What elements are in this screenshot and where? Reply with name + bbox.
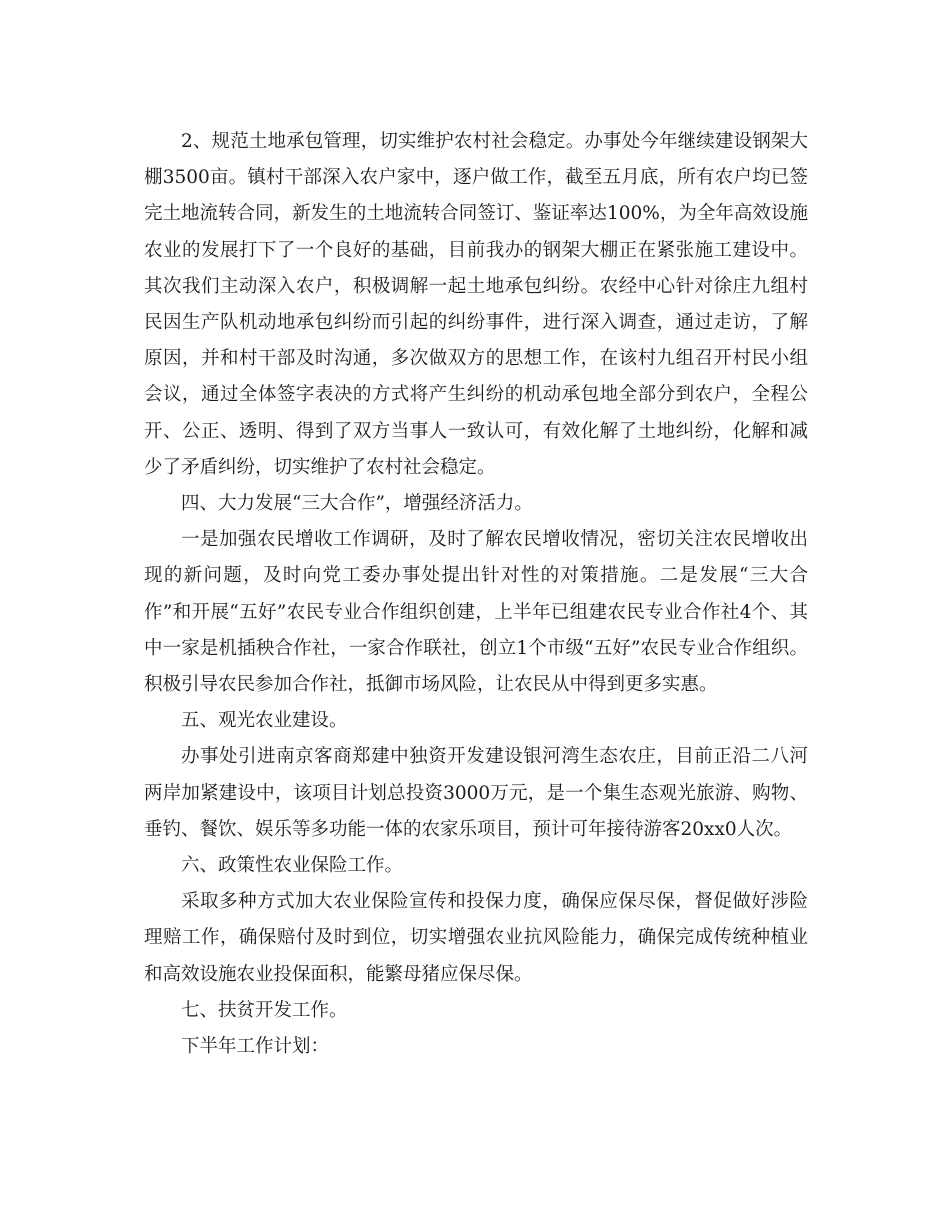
heading-agricultural-insurance: 六、政策性农业保险工作。 — [181, 855, 404, 877]
paragraph-land-contract: 2、规范土地承包管理，切实维护农村社会稳定。办事处今年继续建设钢架大棚3500亩。镇村干部深入农户家中，逐户做工作，截至五月底，所有农户均已签完土地流转合同，新发生的土地流转合同签订、鉴证率达100%，为全年高效设施农业的发展打下了一个良好的基础，目前我办的钢架大棚正在紧张施工建设中。其次我们主动深入农户，积极调解一起土地承包纠纷。农经中心针对徐庄九组村民因生产队机动地承包纠纷而引起的纠纷事件，进行深入调查，通过走访，了解原因，并和村干部及时沟通，多次做双方的思想工作，在该村九组召开村民小组会议，通过全体签字表决的方式将产生纠纷的机动承包地全部分到农户，全程公开、公正、透明、得到了双方当事人一致认可，有效化解了土地纠纷，化解和减少了矛盾纠纷，切实维护了农村社会稳定。 — [144, 131, 808, 478]
paragraph-eco-farm: 办事处引进南京客商郑建中独资开发建设银河湾生态农庄，目前正沿二八河两岸加紧建设中，该项目计划总投资3000万元，是一个集生态观光旅游、购物、垂钓、餐饮、娱乐等多功能一体的农家乐项目，预计可年接待游客20xx0人次。 — [144, 746, 808, 840]
heading-second-half-plan: 下半年工作计划： — [181, 1036, 330, 1058]
document-body — [144, 124, 808, 1065]
heading-poverty-alleviation: 七、扶贫开发工作。 — [181, 999, 348, 1021]
paragraph-farmer-income: 一是加强农民增收工作调研，及时了解农民增收情况，密切关注农民增收出现的新问题，及时向党工委办事处提出针对性的对策措施。二是发展“三大合作”和开展“五好”农民专业合作组织创建，上半年已组建农民专业合作社4个、其中一家是机插秧合作社，一家合作联社，创立1个市级“五好”农民专业合作组织。积极引导农民参加合作社，抵御市场风险，让农民从中得到更多实惠。 — [144, 529, 808, 696]
heading-three-cooperations: 四、大力发展“三大合作”，增强经济活力。 — [181, 493, 533, 515]
paragraph-insurance: 采取多种方式加大农业保险宣传和投保力度，确保应保尽保，督促做好涉险理赔工作，确保赔付及时到位，切实增强农业抗风险能力，确保完成传统种植业和高效设施农业投保面积，能繁母猪应保尽保。 — [144, 891, 808, 985]
heading-sightseeing-agriculture: 五、观光农业建设。 — [181, 710, 348, 732]
